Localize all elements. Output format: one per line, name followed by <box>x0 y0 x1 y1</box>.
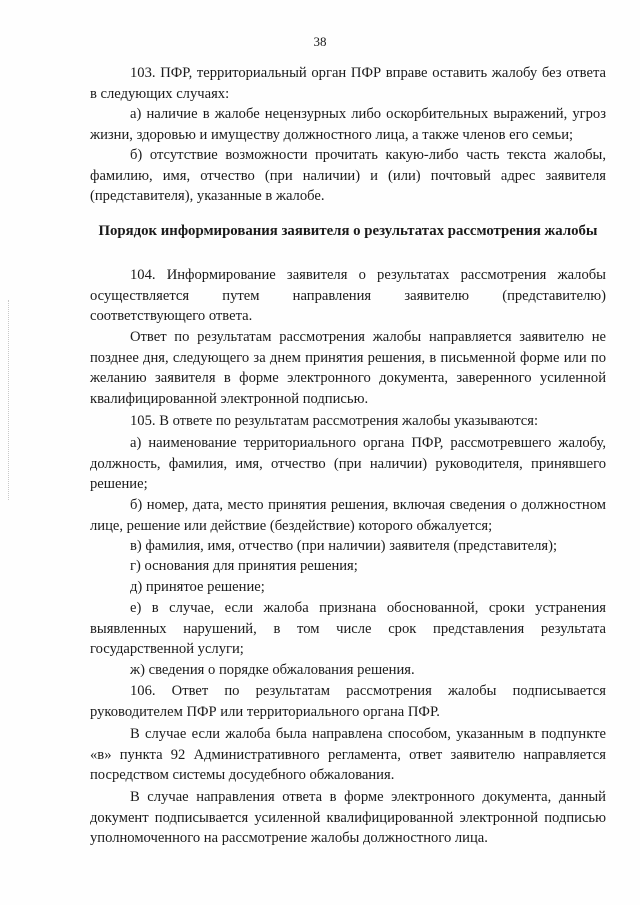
paragraph-104: 104. Информирование заявителя о результатах рассмотрения жалобы осуществляется путем направления заявителю (представителю) соответствующего ответа. <box>90 267 606 324</box>
paragraph-103-b: б) отсутствие возможности прочитать какую-либо часть текста жалобы, фамилию, имя, отчество (при наличии) и (или) почтовый адрес заявителя (представителя), указанные в жалобе. <box>90 147 606 204</box>
paragraph-105-b: б) номер, дата, место принятия решения, включая сведения о должностном лице, решение или действие (бездействие) которого обжалуется; <box>90 497 606 534</box>
paragraph-105-c: в) фамилия, имя, отчество (при наличии) заявителя (представителя); <box>130 538 557 554</box>
paragraph-103-a: а) наличие в жалобе нецензурных либо оскорбительных выражений, угроз жизни, здоровью и имуществу должностного лица, а также членов его семьи; <box>90 106 606 143</box>
paragraph-105-f: е) в случае, если жалоба признана обоснованной, сроки устранения выявленных нарушений, в том числе срок представления результата государственной услуги; <box>90 600 606 657</box>
paragraph-103: 103. ПФР, территориальный орган ПФР вправе оставить жалобу без ответа в следующих случаях: <box>90 65 606 102</box>
paragraph-104-response: Ответ по результатам рассмотрения жалобы направляется заявителю не позднее дня, следующего за днем принятия решения, в письменной форме или по желанию заявителя в форме электронного документа, заверенного усиленной квалифицированной электронной подписью. <box>90 329 606 407</box>
paragraph-105-g: ж) сведения о порядке обжалования решения. <box>130 662 415 678</box>
paragraph-105-a: а) наименование территориального органа ПФР, рассмотревшего жалобу, должность, фамилия, имя, отчество (при наличии) руководителя, принявшего решение; <box>90 435 606 492</box>
paragraph-105: 105. В ответе по результатам рассмотрения жалобы указываются: <box>130 413 539 429</box>
page-number: 38 <box>313 34 327 49</box>
paragraph-105-e: д) принятое решение; <box>130 579 265 595</box>
section-heading: Порядок информирования заявителя о результатах рассмотрения жалобы <box>98 223 598 239</box>
paragraph-105-d: г) основания для принятия решения; <box>130 558 358 574</box>
paragraph-106-electronic: В случае направления ответа в форме электронного документа, данный документ подписывается усиленной квалифицированной электронной подписью уполномоченного на рассмотрение жалобы должностного лица. <box>90 789 606 846</box>
paragraph-106: 106. Ответ по результатам рассмотрения жалобы подписывается руководителем ПФР или территориального органа ПФР. <box>90 683 606 720</box>
paragraph-106-method: В случае если жалоба была направлена способом, указанным в подпункте «в» пункта 92 Административного регламента, ответ заявителю направляется посредством системы досудебного обжалования. <box>90 726 606 783</box>
scan-edge-marks <box>8 300 11 500</box>
